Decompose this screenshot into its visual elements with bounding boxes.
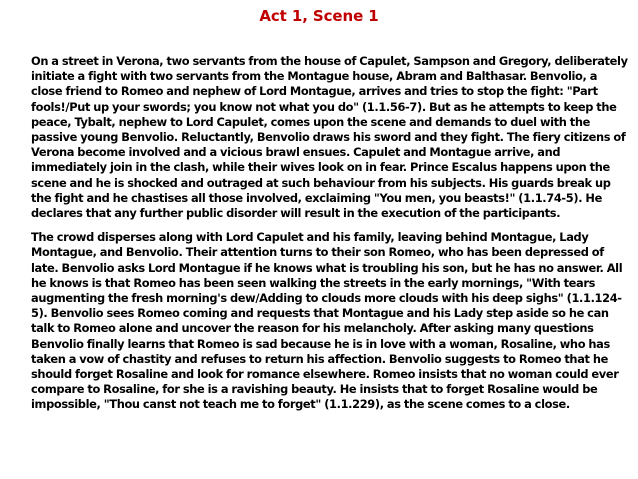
- slide-title: Act 1, Scene 1: [259, 7, 379, 25]
- paragraph-summary-part-2: The crowd disperses along with Lord Capulet and his family, leaving behind Montague, Lady Montague, and Benvolio. Their attention turns to their son Romeo, who has been depressed of late. Benvolio asks Lord Montague if he knows what is troubling his son, but he has no answer. All he knows is that Romeo has been seen walking the streets in the early mornings, "With tears augmenting the fresh morning's dew/Adding to clouds more clouds with his deep sighs" (1.1.124-5). Benvolio sees Romeo coming and requests that Montague and his Lady step aside so he can talk to Romeo alone and uncover the reason for his melancholy. After asking many questions Benvolio finally learns that Romeo is sad because he is in love with a woman, Rosaline, who has taken a vow of chastity and refuses to return his affection. Benvolio suggests to Romeo that he should forget Rosaline and look for romance elsewhere. Romeo insists that no woman could ever compare to Rosaline, for she is a ravishing beauty. He insists that to forget Rosaline would be impossible, "Thou canst not teach me to forget" (1.1.229), as the scene comes to a close.: [31, 230, 623, 412]
- slide-body: [31, 54, 631, 413]
- paragraph-summary-part-1: On a street in Verona, two servants from the house of Capulet, Sampson and Gregory, deliberately initiate a fight with two servants from the Montague house, Abram and Balthasar. Benvolio, a close friend to Romeo and nephew of Lord Montague, arrives and tries to stop the fight: "Part fools!/Put up your swords; you know not what you do" (1.1.56-7). But as he attempts to keep the peace, Tybalt, nephew to Lord Capulet, comes upon the scene and demands to duel with the passive young Benvolio. Reluctantly, Benvolio draws his sword and they fight. The fiery citizens of Verona become involved and a vicious brawl ensues. Capulet and Montague arrive, and immediately join in the clash, while their wives look on in fear. Prince Escalus happens upon the scene and he is shocked and outraged at such behaviour from his subjects. His guards break up the fight and he chastises all those involved, exclaiming "You men, you beasts!" (1.1.74-5). He declares that any further public disorder will result in the execution of the participants.: [31, 54, 628, 221]
